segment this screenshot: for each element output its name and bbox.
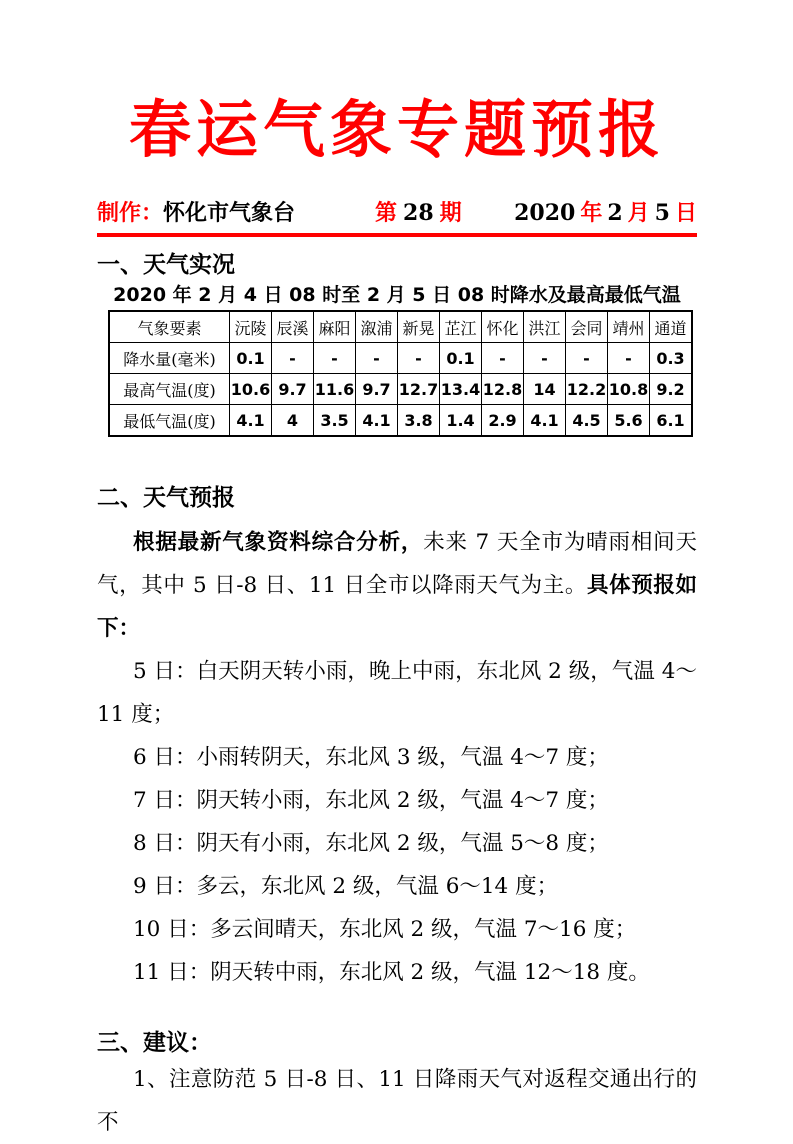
table-cell: 3.5 xyxy=(314,405,356,437)
forecast-item: 11 日：阴天转中雨，东北风 2 级，气温 12～18 度。 xyxy=(133,960,650,985)
table-cell: - xyxy=(524,343,566,374)
table-cell: 6.1 xyxy=(650,405,693,437)
table-cell: 9.7 xyxy=(272,374,314,405)
weather-table xyxy=(108,310,693,437)
month-label: 月 xyxy=(627,201,650,226)
forecast-intro xyxy=(97,521,697,650)
table-header-cell: 会同 xyxy=(566,311,608,343)
table-header-cell: 新晃 xyxy=(398,311,440,343)
table-cell: - xyxy=(356,343,398,374)
red-divider xyxy=(97,233,697,237)
table-row xyxy=(109,374,692,405)
table-cell: 10.6 xyxy=(230,374,272,405)
table-cell: 12.7 xyxy=(398,374,440,405)
intro-bold-2: 具体预报如下： xyxy=(97,573,697,641)
table-cell: 2.9 xyxy=(482,405,524,437)
producer-name: 怀化市气象台 xyxy=(163,201,296,226)
table-cell: 0.1 xyxy=(230,343,272,374)
table-cell: 12.2 xyxy=(566,374,608,405)
issue-number: 28 xyxy=(403,200,434,226)
table-cell: - xyxy=(566,343,608,374)
issue-group xyxy=(375,201,462,226)
forecast-item: 5 日：白天阴天转小雨，晚上中雨，东北风 2 级，气温 4～11 度； xyxy=(97,659,697,727)
table-title: 2020 年 2 月 4 日 08 时至 2 月 5 日 08 时降水及最高最低气温 xyxy=(113,284,681,306)
table-cell: 0.3 xyxy=(650,343,693,374)
suggestion-item: 1、注意防范 5 日-8 日、11 日降雨天气对返程交通出行的不 xyxy=(97,1067,697,1135)
table-cell: 4.5 xyxy=(566,405,608,437)
table-cell: 9.7 xyxy=(356,374,398,405)
table-cell: 4.1 xyxy=(524,405,566,437)
produced-label: 制作： xyxy=(97,201,164,226)
section1-heading: 一、天气实况 xyxy=(97,252,235,278)
section3-heading: 三、建议： xyxy=(97,1030,212,1056)
table-header-cell: 麻阳 xyxy=(314,311,356,343)
table-row xyxy=(109,343,692,374)
table-cell: 4.1 xyxy=(356,405,398,437)
table-cell: 4.1 xyxy=(230,405,272,437)
table-cell: 13.4 xyxy=(440,374,482,405)
date-year: 2020 xyxy=(514,200,576,226)
table-header-cell: 靖州 xyxy=(608,311,650,343)
table-cell: - xyxy=(398,343,440,374)
table-cell: 1.4 xyxy=(440,405,482,437)
table-cell: - xyxy=(314,343,356,374)
day-label: 日 xyxy=(674,201,697,226)
issue-suffix: 期 xyxy=(439,201,462,226)
table-header-cell: 怀化 xyxy=(482,311,524,343)
suggestion-list xyxy=(97,1058,697,1144)
table-cell: 14 xyxy=(524,374,566,405)
table-cell: 0.1 xyxy=(440,343,482,374)
year-label: 年 xyxy=(580,201,603,226)
table-cell: 12.8 xyxy=(482,374,524,405)
table-row xyxy=(109,405,692,437)
document-content xyxy=(97,0,697,1144)
forecast-item: 6 日：小雨转阴天，东北风 3 级，气温 4～7 度； xyxy=(133,745,609,770)
meta-row xyxy=(97,201,697,226)
table-header-cell: 芷江 xyxy=(440,311,482,343)
forecast-item: 10 日：多云间晴天，东北风 2 级，气温 7～16 度； xyxy=(133,917,637,942)
table-cell: - xyxy=(482,343,524,374)
forecast-list xyxy=(97,650,697,994)
date-day: 5 xyxy=(654,200,670,226)
table-cell: - xyxy=(272,343,314,374)
table-cell: 4 xyxy=(272,405,314,437)
table-row-label: 最低气温(度) xyxy=(109,405,230,437)
table-cell: 10.8 xyxy=(608,374,650,405)
table-cell: 5.6 xyxy=(608,405,650,437)
weather-table-body xyxy=(109,311,692,436)
intro-text: 未来 7 天全市为晴雨相间天气，其中 5 日-8 日、11 日全市以降雨天气为主。 xyxy=(97,530,697,598)
issue-date xyxy=(514,201,697,226)
forecast-item: 8 日：阴天有小雨，东北风 2 级，气温 5～8 度； xyxy=(133,831,609,856)
table-row-label: 最高气温(度) xyxy=(109,374,230,405)
forecast-item: 7 日：阴天转小雨，东北风 2 级，气温 4～7 度； xyxy=(133,788,609,813)
date-month: 2 xyxy=(607,200,623,226)
table-header-cell: 气象要素 xyxy=(109,311,230,343)
table-cell: - xyxy=(608,343,650,374)
forecast-item: 9 日：多云，东北风 2 级，气温 6～14 度； xyxy=(133,874,559,899)
intro-bold: 根据最新气象资料综合分析， xyxy=(133,530,424,555)
table-header-cell: 辰溪 xyxy=(272,311,314,343)
table-header-row xyxy=(109,311,692,343)
table-header-cell: 通道 xyxy=(650,311,693,343)
forecast-body xyxy=(97,521,697,994)
section2-heading: 二、天气预报 xyxy=(97,485,235,511)
table-row-label: 降水量(毫米) xyxy=(109,343,230,374)
meta-producer-group xyxy=(97,202,295,226)
table-header-cell: 溆浦 xyxy=(356,311,398,343)
table-header-cell: 沅陵 xyxy=(230,311,272,343)
issue-prefix: 第 xyxy=(375,201,398,226)
table-cell: 9.2 xyxy=(650,374,693,405)
table-cell: 11.6 xyxy=(314,374,356,405)
document-title: 春运气象专题预报 xyxy=(128,93,665,166)
table-cell: 3.8 xyxy=(398,405,440,437)
table-header-cell: 洪江 xyxy=(524,311,566,343)
